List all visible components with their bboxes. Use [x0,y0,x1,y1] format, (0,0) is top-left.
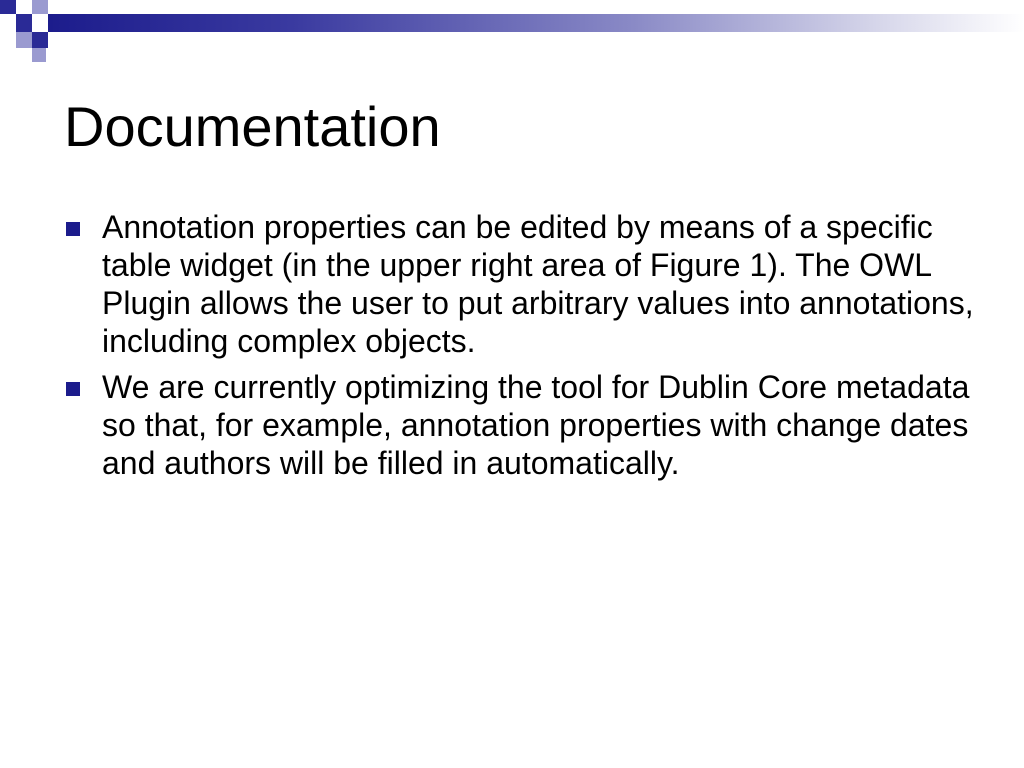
decor-square [16,0,32,14]
header-gradient-band [48,14,1024,32]
bullet-item [64,368,974,482]
bullet-text: We are currently optimizing the tool for Dublin Core metadata so that, for example, annotation properties with change dates and authors will be filled in automatically. [102,369,970,481]
decor-square [32,48,46,62]
decor-square [16,14,32,32]
slide-title: Documentation [64,95,441,158]
bullet-item [64,208,974,360]
decor-square [32,32,48,48]
square-bullet-icon [66,222,80,236]
square-bullet-icon [66,382,80,396]
decor-square [0,0,16,14]
bullet-text: Annotation properties can be edited by means of a specific table widget (in the upper right area of Figure 1). The OWL Plugin allows the user to put arbitrary values into annotations, including complex objects. [102,209,974,359]
decor-square [16,32,32,48]
decor-square [32,0,48,14]
bullet-list [64,208,974,490]
decor-square [32,14,48,32]
decor-square [0,14,16,32]
